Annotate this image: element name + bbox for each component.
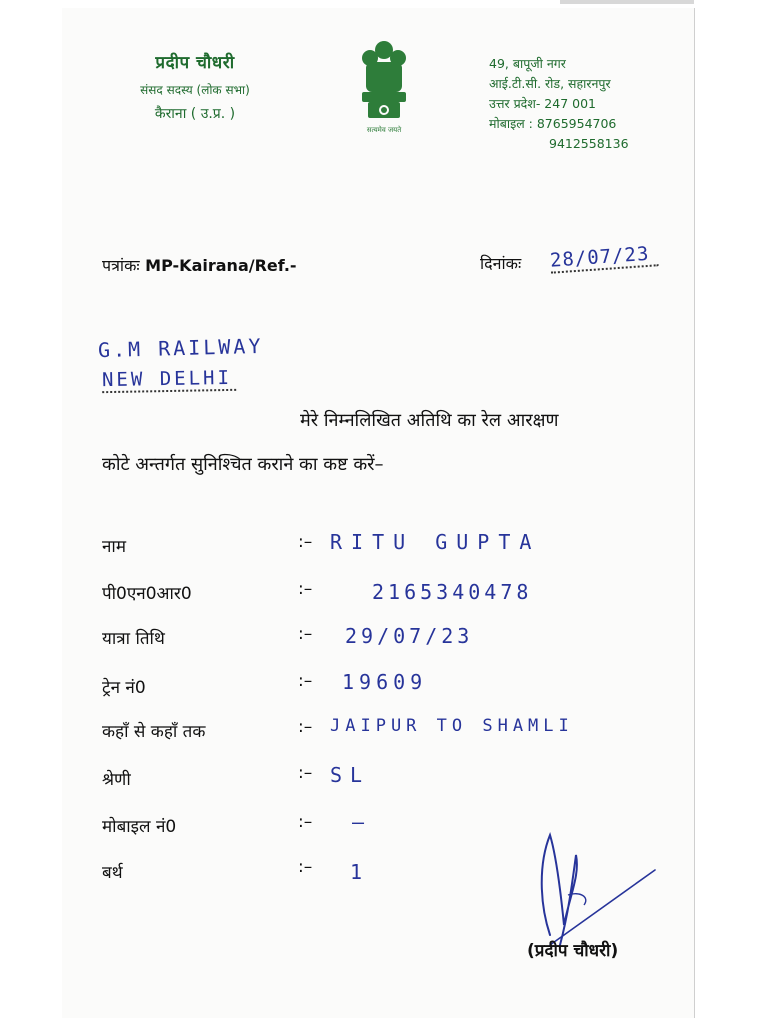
field-separator: :– [298,671,313,691]
addressee-line-2: NEW DELHI [102,367,236,393]
reference-value: MP-Kairana/Ref.- [145,256,297,275]
sender-constituency: कैराना ( उ.प्र. ) [154,106,236,122]
field-value: – [352,810,368,834]
signatory-name: (प्रदीप चौधरी) [527,941,619,961]
field-label: मोबाइल नं0 [102,817,177,837]
field-value: RITU GUPTA [330,530,541,554]
field-label: नाम [102,537,127,557]
field-value: 19609 [342,670,428,694]
signature-icon [520,825,670,955]
field-value: JAIPUR TO SHAMLI [330,716,574,736]
reference-label: पत्रांकः [102,256,140,275]
field-separator: :– [298,624,313,644]
field-separator: :– [298,812,313,832]
sender-role: संसद सदस्य (लोक सभा) [140,83,250,97]
date-label: दिनांकः [480,254,522,273]
addressee-line-1: G.M RAILWAY [97,333,264,363]
address-mobile: मोबाइल : 8765954706 [489,116,617,131]
field-label: ट्रेन नं0 [102,678,146,698]
national-emblem-icon [352,36,416,136]
sender-name: प्रदीप चौधरी [155,53,235,73]
field-value: SL [330,763,371,787]
letterhead-sender [100,50,290,123]
date-value: 28/07/23 [549,242,658,273]
letterhead-address [489,54,629,154]
field-label: श्रेणी [102,770,131,790]
field-label: पी0एन0आर0 [102,584,192,604]
field-separator: :– [298,763,313,783]
field-separator: :– [298,857,313,877]
field-separator: :– [298,717,313,737]
field-separator: :– [298,532,313,552]
reference-number [102,254,297,276]
field-separator: :– [298,579,313,599]
field-value: 1 [350,860,366,884]
page-edge [560,0,694,4]
emblem-motto: सत्यमेव जयते [366,126,402,134]
address-line: आई.टी.सी. रोड, सहारनपुर [489,76,611,91]
field-value: 29/07/23 [345,624,474,648]
field-label: कहाँ से कहाँ तक [102,722,206,742]
address-mobile-2: 9412558136 [549,136,629,151]
field-label: बर्थ [102,863,123,883]
address-line: उत्तर प्रदेश- 247 001 [489,96,596,111]
body-text-line-2: कोटे अन्तर्गत सुनिश्चित कराने का कष्ट करें– [102,454,384,475]
address-line: 49, बापूजी नगर [489,56,566,71]
field-label: यात्रा तिथि [102,629,165,649]
body-text-line-1: मेरे निम्नलिखित अतिथि का रेल आरक्षण [300,410,559,431]
field-value: 2165340478 [372,580,533,604]
